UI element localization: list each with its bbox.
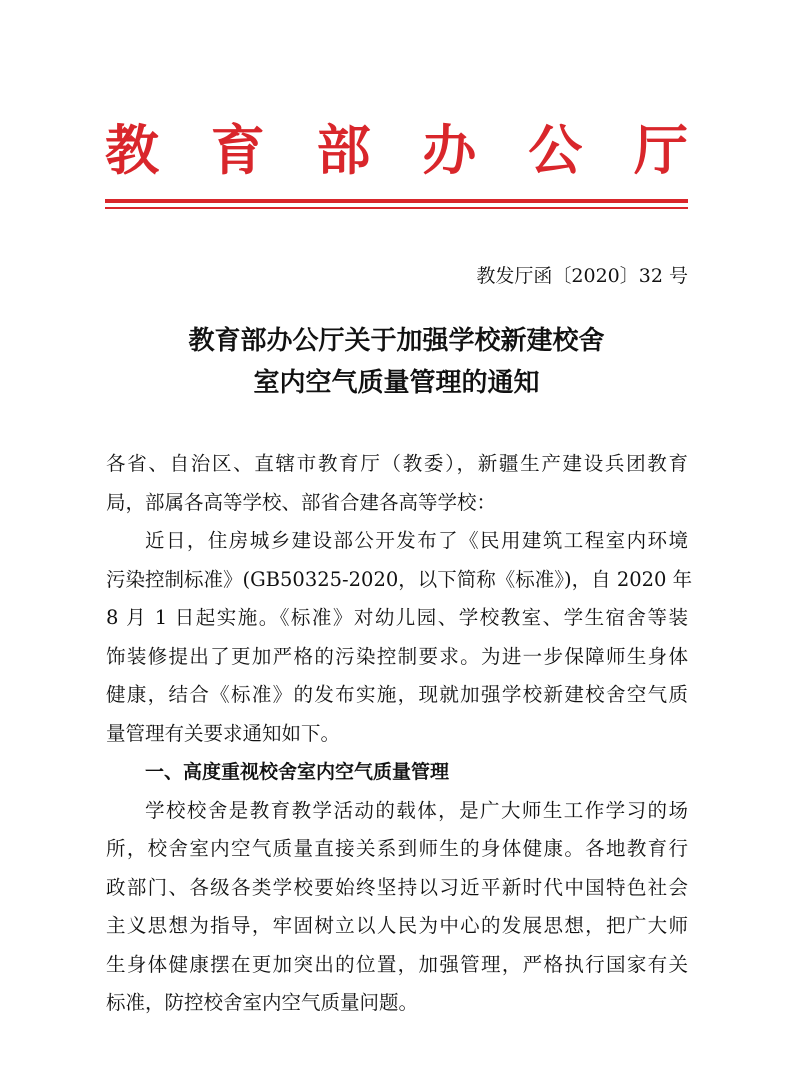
paragraph1-line-6: 量管理有关要求通知如下。	[106, 721, 341, 745]
paragraph1-line-5: 健康，结合《标准》的发布实施，现就加强学校新建校舍空气质	[106, 683, 688, 706]
paragraph1-line-3: 8 月 1 日起实施。《标准》对幼儿园、学校教室、学生宿舍等装	[106, 606, 688, 629]
paragraph1-line-1: 近日，住房城乡建设部公开发布了《民用建筑工程室内环境	[145, 529, 688, 552]
section1-line-2: 所，校舍室内空气质量直接关系到师生的身体健康。各地教育行	[106, 837, 688, 860]
section1-line-3: 政部门、各级各类学校要始终坚持以习近平新时代中国特色社会	[106, 875, 688, 899]
salutation-line-1: 各省、自治区、直辖市教育厅（教委），新疆生产建设兵团教育	[106, 452, 688, 475]
issuing-authority-header: 教育部办公厅	[105, 118, 688, 182]
salutation-line-2: 局，部属各高等学校、部省合建各高等学校：	[106, 490, 497, 514]
section1-line-4: 主义思想为指导，牢固树立以人民为中心的发展思想，把广大师	[106, 914, 688, 937]
title-line-2: 室内空气质量管理的通知	[253, 368, 540, 398]
section1-line-6: 标准，防控校舍室内空气质量问题。	[106, 991, 419, 1014]
document-title	[100, 320, 693, 404]
section1-line-1: 学校校舍是教育教学活动的载体，是广大师生工作学习的场	[145, 798, 688, 822]
header-divider-thin	[105, 207, 688, 209]
title-line-1: 教育部办公厅关于加强学校新建校舍	[188, 326, 605, 356]
document-number: 教发厅函〔2020〕32 号	[476, 265, 688, 287]
document-body	[106, 445, 693, 1023]
section1-line-5: 生身体健康摆在更加突出的位置，加强管理，严格执行国家有关	[106, 952, 688, 976]
header-divider-thick	[105, 199, 688, 203]
paragraph1-line-4: 饰装修提出了更加严格的污染控制要求。为进一步保障师生身体	[106, 644, 688, 668]
paragraph1-line-2: 污染控制标准》(GB50325-2020，以下简称《标准》)，自 2020 年	[106, 567, 693, 591]
section1-heading: 一、高度重视校舍室内空气质量管理	[145, 761, 450, 783]
